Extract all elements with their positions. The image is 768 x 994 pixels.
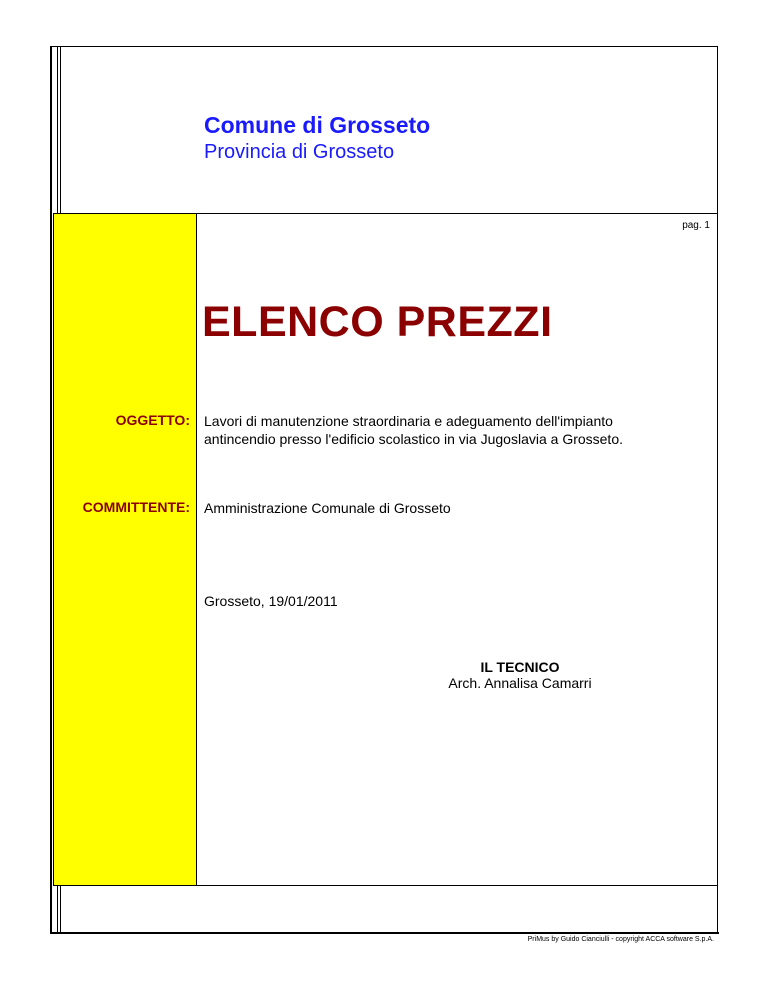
document-title: ELENCO PREZZI <box>202 298 553 346</box>
signature-role: IL TECNICO <box>480 659 560 675</box>
footer-separator <box>197 885 718 886</box>
province-subtitle: Provincia di Grosseto <box>204 141 395 163</box>
oggetto-label: OGGETTO: <box>115 412 190 428</box>
signature-block <box>420 659 620 691</box>
oggetto-line-2: antincendio presso l'edificio scolastico in via Jugoslavia a Grosseto. <box>204 431 624 447</box>
software-credit: PriMus by Guido Cianciulli - copyright ACCA software S.p.A. <box>527 936 714 943</box>
place-date: Grosseto, 19/01/2011 <box>204 593 338 609</box>
frame-bottom-border <box>50 932 719 934</box>
oggetto-line-1: Lavori di manutenzione straordinaria e adeguamento dell'impianto <box>204 413 613 429</box>
page-number: pag. 1 <box>682 220 710 231</box>
committente-value: Amministrazione Comunale di Grosseto <box>204 500 451 516</box>
label-column <box>53 213 197 886</box>
signature-name: Arch. Annalisa Camarri <box>448 675 592 691</box>
frame-left-border <box>50 46 52 934</box>
oggetto-value <box>204 412 623 448</box>
header-separator <box>197 213 718 214</box>
municipality-title: Comune di Grosseto <box>204 112 431 138</box>
committente-label: COMMITTENTE: <box>82 499 190 515</box>
